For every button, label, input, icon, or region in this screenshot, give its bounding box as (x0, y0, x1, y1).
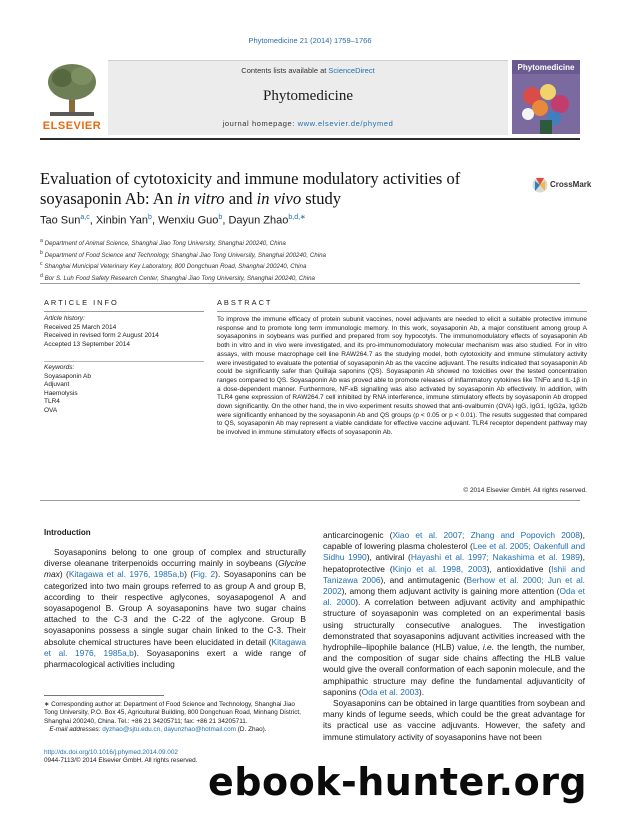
italic-term: Glycine max (44, 558, 306, 580)
paragraph-text: ), hepatoprotective ( (323, 552, 585, 574)
affiliation-text: Department of Food Science and Technology, Shanghai Jiao Tong University, Shanghai 200240, China (44, 251, 326, 259)
author-affiliation-mark[interactable]: b,d,∗ (288, 214, 306, 221)
affiliation-mark: a (40, 238, 43, 244)
issn-line: 0944-7113/© 2014 Elsevier GmbH. All rights reserved. (44, 757, 198, 765)
article-title (40, 169, 500, 209)
sciencedirect-link[interactable]: ScienceDirect (328, 66, 375, 75)
footnote-rule (44, 695, 164, 696)
homepage-link[interactable]: www.elsevier.de/phymed (297, 119, 394, 128)
affiliation-item (40, 249, 580, 261)
keyword-item: OVA (44, 406, 58, 414)
author-name[interactable]: Tao Sun (40, 214, 81, 227)
paragraph-text: ) ( (59, 569, 69, 580)
paragraph-text: ) ( (184, 569, 194, 580)
journal-cover-thumbnail (512, 60, 580, 134)
keywords-rule (44, 361, 204, 362)
paragraph-text: ). Soyasaponins can be categorized into two main groups referred to as group A and group B, according to their respective aglycones, soyasapogenol A and soyasapogenol B. Group A soyasaponins have two sugar chains attached to the C-3 and the C-22 of the aglycone. Group B soyasaponins possess a single sugar chain linked to the C-3. Their absolute chemical structures have been elucidated in detail ( (44, 569, 307, 647)
contents-line (108, 66, 508, 75)
crossmark-badge[interactable] (532, 176, 590, 196)
keywords-heading: Keywords: (44, 364, 75, 371)
intro-paragraph (323, 698, 585, 743)
flower-bouquet-icon (512, 74, 580, 134)
author-name[interactable]: Xinbin Yan (95, 214, 149, 227)
homepage-prefix: journal homepage: (222, 119, 298, 128)
article-info-heading: ARTICLE INFO (44, 298, 119, 307)
header-rule (40, 283, 580, 284)
affiliation-item (40, 272, 580, 284)
citation-link[interactable]: Oda et al. 2003 (361, 686, 419, 697)
citation-link[interactable]: Oda et al. 2000 (323, 586, 585, 608)
corresponding-author-footnote (44, 701, 306, 735)
affiliation-text: Shanghai Municipal Veterinary Key Laboratory, 800 Dongchuan Road, Shanghai 200240, China (44, 263, 307, 271)
author-affiliation-mark[interactable]: b (218, 214, 223, 221)
paragraph-text: ). Soyasaponins exert a wide range of pharmacological activities including (44, 647, 306, 670)
title-italic-in-vitro: in vitro (177, 189, 225, 208)
contents-prefix: Contents lists available at (241, 66, 329, 75)
affiliation-mark: c (40, 261, 43, 268)
affiliation-mark: b (40, 249, 43, 256)
paragraph-text: ). (418, 686, 425, 697)
citation-link[interactable]: Hayashi et al. 1997; Nakashima et al. 1989 (410, 552, 580, 563)
body-column-right (323, 530, 585, 743)
paragraph-text: ), and antimutagenic ( (380, 574, 467, 585)
crossmark-label: CrossMark (550, 180, 592, 189)
introduction-heading: Introduction (44, 528, 91, 537)
article-info-rule (44, 311, 204, 312)
journal-reference[interactable]: Phytomedicine 21 (2014) 1759–1766 (248, 36, 372, 45)
history-accepted: Accepted 13 September 2014 (44, 340, 131, 348)
watermark-text: ebook-hunter.org (208, 760, 588, 804)
citation-link[interactable]: Lee et al. 2005; Oakenfull and Sidhu 1990 (323, 541, 585, 563)
paragraph-text: ), among them adjuvant activity is gaining more attention ( (341, 586, 560, 597)
citation-link[interactable]: Kinjo et al. 1998, 2003 (392, 563, 487, 574)
paragraph-text: the length, the number, and the composition of sugar side chains affecting the HLB value would give the overall conformation of each saponin molecule, and the amphipathic structure may define the fundamental adjuvanticity of saponins ( (323, 642, 585, 697)
email-label: E-mail addresses: (49, 726, 103, 734)
crossmark-icon (532, 176, 548, 194)
abstract-heading: ABSTRACT (217, 298, 273, 307)
masthead-banner (108, 60, 508, 135)
footnote-star: ∗ (44, 701, 50, 708)
intro-paragraph-continued (323, 530, 585, 698)
title-italic-in-vivo: in vivo (256, 189, 302, 208)
title-text: Evaluation of cytotoxicity and immune modulatory activities of soyasaponin Ab: An (40, 169, 461, 208)
abstract-bottom-rule (40, 500, 580, 501)
history-heading: Article history: (44, 315, 85, 322)
keyword-item: Haemolysis (44, 389, 78, 397)
article-history (44, 315, 204, 349)
affiliation-text: Bor S. Luh Food Safety Research Center, Shanghai Jiao Tong University, Shanghai 200240, China (44, 275, 315, 283)
paragraph-text: Soyasaponins belong to one group of complex and structurally diverse oleanane triterpenoids occurring mainly in soybeans ( (44, 547, 306, 569)
keyword-item: TLR4 (44, 398, 60, 406)
email-suffix: (D. Zhao). (236, 726, 267, 734)
italic-term: i.e. (482, 642, 495, 653)
title-text-and: and (224, 189, 257, 208)
journal-masthead (40, 60, 580, 134)
citation-link[interactable]: Berhow et al. 2000; Jun et al. 2002 (323, 574, 586, 597)
elsevier-tree-icon (40, 60, 104, 118)
author-affiliation-mark[interactable]: b (148, 214, 152, 221)
body-column-left (44, 547, 306, 670)
citation-link[interactable]: Kitagawa et al. 1976, 1985a,b (44, 636, 306, 658)
author-name[interactable]: Dayun Zhao (228, 214, 289, 227)
paragraph-text: ). A correlation between adjuvant activity and amphipathic structure of soyasaponin was completed on an experimental basis using structurally consecutive analogues. The investigation demonstrated that soyasaponins adjuvant activities increased with the hydrophile–lipophile balance (HLB) value, (323, 597, 585, 653)
keyword-item: Soyasaponin Ab (44, 372, 91, 380)
paragraph-text: ), antiviral ( (366, 552, 411, 563)
masthead-rule (40, 138, 580, 140)
keywords-list (44, 364, 204, 416)
affiliation-list (40, 237, 580, 284)
citation-link[interactable]: Kitagawa et al. 1976, 1985a,b (68, 569, 185, 580)
history-revised: Received in revised form 2 August 2014 (44, 332, 159, 340)
affiliation-item (40, 237, 580, 249)
author-affiliation-mark[interactable]: a,c (80, 214, 90, 221)
homepage-line (108, 119, 508, 128)
paragraph-text: ), antioxidative ( (486, 563, 552, 574)
affiliation-item (40, 260, 580, 272)
abstract-text: To improve the immune efficacy of protein subunit vaccines, novel adjuvants are needed to elicit a suitable protective immune response and to promote long term immunologic memory. In this work, soyasaponin Ab, a major constituent among group A soyasaponins in soybeans was purified and prepared from soy hypocotyls. The immunomodulatory effects of soyasaponin Ab both in vitro and in vivo were investigated, and its pro-immunomodulatory molecular mechanism was also studied. For in vitro assays, with mouse macrophage cell line RAW264.7 as the studying model, both cytotoxicity and immune stimulatory activity were investigated to evaluate the potential of soyasaponin Ab as the vaccine adjuvant. The results indicated that soyasaponin Ab could be significantly safer than Quillaja saponins (QS). Soyasaponin Ab showed no toxicities over the tested concentration ranges compared to QS. Soyasaponin Ab was proved able to promote releases of inflammatory cytokines like TNFα and IL-1β in a dose-dependent manner. Furthermore, NF-κB signalling was also activated by soyasaponin Ab effectively. In addition, with TLR4 gene expression of RAW264.7 cell inhibited by RNA interference, immune stimulatory effects by soyasaponin Ab dropped down significantly. On the other hand, the in vivo experiment results showed that anti-ovalbumin (OVA) IgG, IgG1, IgG2a, IgG2b were significantly enhanced by the soyasaponin Ab and QS groups (p < 0.05 or p < 0.01). The results suggested that compared to QS, soyasaponin Ab may represent a viable candidate for effective vaccine adjuvant. TLR4 receptor dependent pathway may be involved in immune stimulatory effects of soyasaponin Ab. (217, 316, 587, 437)
keyword-item: Adjuvant (44, 381, 70, 389)
author-name[interactable]: Wenxiu Guo (158, 214, 219, 227)
paragraph-text: anticarcinogenic ( (323, 530, 393, 540)
footnote-text: Corresponding author at: Department of Food Science and Technology, Shanghai Jiao Tong University, P.O. Box 45, Agricultural Building, 800 Dongchuan Road, Minhang District, Shanghai 200240, China. Tel.: +86 21 34205711; fax: +86 21 34205711. (44, 701, 301, 725)
abstract-rule (217, 311, 587, 312)
history-received: Received 25 March 2014 (44, 323, 117, 331)
citation-link[interactable]: Ishii and Tanizawa 2006 (323, 563, 585, 585)
email-links[interactable]: dyzhao@sjtu.edu.cn, dayunzhao@hotmail.com (102, 726, 237, 734)
doi-link[interactable]: http://dx.doi.org/10.1016/j.phymed.2014.09.002 (44, 749, 178, 756)
affiliation-text: Department of Animal Science, Shanghai Jiao Tong University, Shanghai 200240, China (44, 240, 286, 248)
title-text-study: study (301, 189, 341, 208)
paragraph-text: Soyasaponins can be obtained in large quantities from soybean and many kinds of legume seeds, which could be the great advantage for its practical use as vaccine adjuvants. However, the safety and immune stimulatory activity of soyasaponins have not been (323, 698, 585, 742)
citation-link[interactable]: Fig. 2 (193, 569, 216, 580)
abstract-copyright: © 2014 Elsevier GmbH. All rights reserved. (463, 487, 587, 494)
cover-title: Phytomedicine (517, 63, 575, 72)
affiliation-mark: d (40, 272, 43, 279)
citation-link[interactable]: Xiao et al. 2007; Zhang and Popovich 2008 (392, 530, 580, 540)
elsevier-wordmark: ELSEVIER (42, 120, 102, 132)
author-list: Tao Sun$^{a,c}$, Xinbin Yan$^b$, Wenxiu Guo$^b$, Dayun Zhao$^{b,d,∗}$ (40, 214, 306, 227)
journal-name: Phytomedicine (263, 88, 353, 104)
intro-paragraph (44, 547, 306, 670)
paragraph-text: ), capable of lowering plasma cholesterol ( (323, 530, 585, 552)
